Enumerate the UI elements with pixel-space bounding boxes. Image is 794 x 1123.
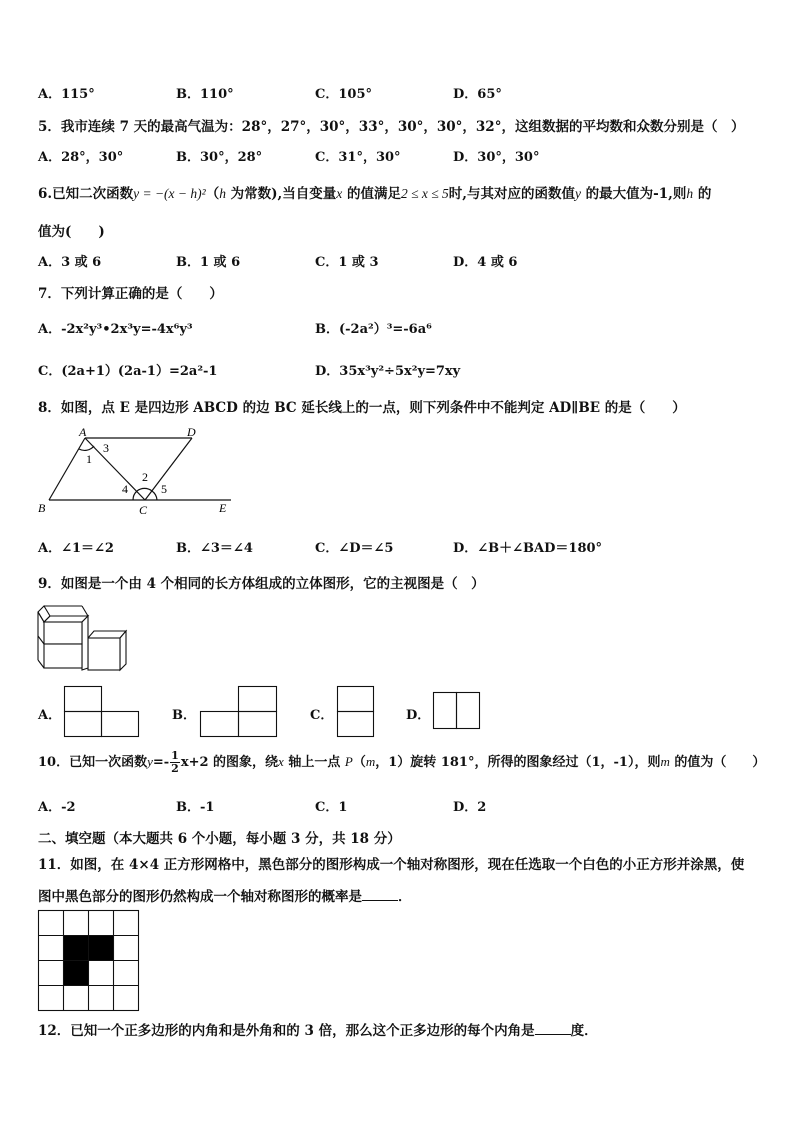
q10-text-4: 轴上一点 <box>283 755 345 770</box>
q12-text-a: 12．已知一个正多边形的内角和是外角和的 3 倍，那么这个正多边形的每个内角是 <box>38 1023 535 1039</box>
q5-option-b: B．30°，28° <box>176 150 263 165</box>
q6-stem-line2: 值为( ) <box>38 224 105 240</box>
q10-text-1: 10．已知一次函数 <box>38 755 148 770</box>
q6-var-h2: h <box>686 186 694 201</box>
q5-stem: 5．我市连续 7 天的最高气温为：28°，27°，30°，33°，30°，30°，32°，这组数据的平均数和众数分别是（ ） <box>38 119 745 135</box>
q7-option-a: A．-2x²y³•2x³y=-4x⁶y³ <box>38 322 193 337</box>
q6-var-y: y <box>574 186 581 201</box>
q6-text-4: 的值满足 <box>342 186 401 202</box>
q6-option-c: C．1 或 3 <box>315 255 379 270</box>
q8-stem: 8．如图，点 E 是四边形 ABCD 的边 BC 延长线上的一点，则下列条件中不能判定 AD∥BE 的是（ ） <box>38 400 686 416</box>
q6-var-x: x <box>336 186 343 201</box>
q8-angle-4: 4 <box>122 482 128 496</box>
q7-stem: 7．下列计算正确的是（ ） <box>38 286 223 302</box>
q10-var-m: m <box>365 754 376 769</box>
q6-range: 2 ≤ x ≤ 5 <box>400 186 449 201</box>
q9-option-b-label: B． <box>172 708 196 723</box>
q8-angle-5: 5 <box>161 482 167 496</box>
q6-var-h: h <box>219 186 226 201</box>
q6-function: y = −(x − h)² <box>133 186 206 201</box>
q9-option-d-figure <box>433 692 481 730</box>
q9-option-d-label: D． <box>406 708 431 723</box>
q12-stem <box>38 1019 598 1039</box>
q10-var-m2: m <box>660 754 670 769</box>
q12-answer-blank <box>535 1022 571 1035</box>
q12-text-b: 度． <box>570 1023 598 1039</box>
q8-option-c: C．∠D＝∠5 <box>315 541 394 556</box>
q10-var-x: x <box>278 754 284 769</box>
q9-option-c-label: C． <box>310 708 334 723</box>
q8-option-b: B．∠3＝∠4 <box>176 541 253 556</box>
q5-option-d: D．30°，30° <box>453 150 540 165</box>
q5-option-a: A．28°，30° <box>38 150 124 165</box>
q6-text-1: 6.已知二次函数 <box>38 186 134 202</box>
q10-text-3: x+2 的图象，绕 <box>180 755 279 770</box>
q10-fraction <box>170 750 180 775</box>
q4-option-c: C．105° <box>315 87 372 102</box>
q6-option-d: D．4 或 6 <box>453 255 518 270</box>
q10-option-d: D．2 <box>453 800 487 815</box>
q8-label-D: D <box>187 425 196 439</box>
q6-option-b: B．1 或 6 <box>176 255 241 270</box>
q5-option-c: C．31°，30° <box>315 150 401 165</box>
q8-angle-1: 1 <box>86 452 92 466</box>
q9-option-c-figure <box>337 686 375 738</box>
q9-option-b-figure <box>200 686 278 738</box>
q9-stem: 9．如图是一个由 4 个相同的长方体组成的立体图形，它的主视图是（ ） <box>38 576 485 592</box>
q10-text-5: （ <box>352 755 366 770</box>
q10-option-a: A．-2 <box>38 800 76 815</box>
q10-text-6: ，1）旋转 181°，所得的图象经过（1，-1），则 <box>375 755 661 770</box>
q6-text-3: 为常数),当自变量 <box>225 186 337 202</box>
q10-var-y: y <box>147 754 153 769</box>
q8-label-E: E <box>219 501 227 515</box>
q11-grid-figure <box>38 910 140 1012</box>
q7-option-b: B．(-2a²）³=-6a⁶ <box>315 322 432 337</box>
q4-option-b: B．110° <box>176 87 234 102</box>
q10-fraction-denominator: 2 <box>171 762 179 775</box>
q6-option-a: A．3 或 6 <box>38 255 102 270</box>
q11-stem-line2 <box>38 885 412 905</box>
q10-option-b: B．-1 <box>176 800 215 815</box>
q8-angle-2: 2 <box>142 470 148 484</box>
q9-option-a-label: A． <box>38 708 62 723</box>
q4-option-d: D．65° <box>453 87 502 102</box>
q8-label-B: B <box>38 501 46 515</box>
q6-text-7: 的 <box>693 186 712 202</box>
section-2-heading: 二、填空题（本大题共 6 个小题，每小题 3 分，共 18 分） <box>38 831 401 847</box>
q9-option-a-figure <box>64 686 140 738</box>
q6-text-6: 的最大值为-1,则 <box>580 186 687 202</box>
q6-text-5: 时,与其对应的函数值 <box>448 186 575 202</box>
q7-option-c: C．(2a+1）(2a-1）=2a²-1 <box>38 364 218 379</box>
q7-option-d: D．35x³y²÷5x²y=7xy <box>315 364 461 379</box>
q10-stem <box>38 750 765 775</box>
q10-var-P: P <box>344 754 353 769</box>
q8-label-A: A <box>79 425 87 439</box>
q11-stem-line1: 11．如图，在 4×4 正方形网格中，黑色部分的图形构成一个轴对称图形，现在任选取一个白色的小正方形并涂黑，使 <box>38 857 745 873</box>
q8-label-C: C <box>139 503 148 517</box>
q8-option-d: D．∠B＋∠BAD＝180° <box>453 541 603 556</box>
q8-option-a: A．∠1＝∠2 <box>38 541 114 556</box>
q4-option-a: A．115° <box>38 87 95 102</box>
q10-fraction-numerator: 1 <box>171 749 179 762</box>
q10-option-c: C．1 <box>315 800 348 815</box>
q6-text-2: （ <box>205 186 220 202</box>
q8-angle-3: 3 <box>103 441 109 455</box>
q9-solid-figure <box>38 604 130 674</box>
q11-answer-blank <box>362 888 398 901</box>
q11-text-a: 图中黑色部分的图形仍然构成一个轴对称图形的概率是 <box>38 889 362 905</box>
q10-text-2: =- <box>152 755 170 770</box>
q11-text-b: ． <box>398 889 412 905</box>
q10-text-7: 的值为（ ） <box>669 755 766 770</box>
